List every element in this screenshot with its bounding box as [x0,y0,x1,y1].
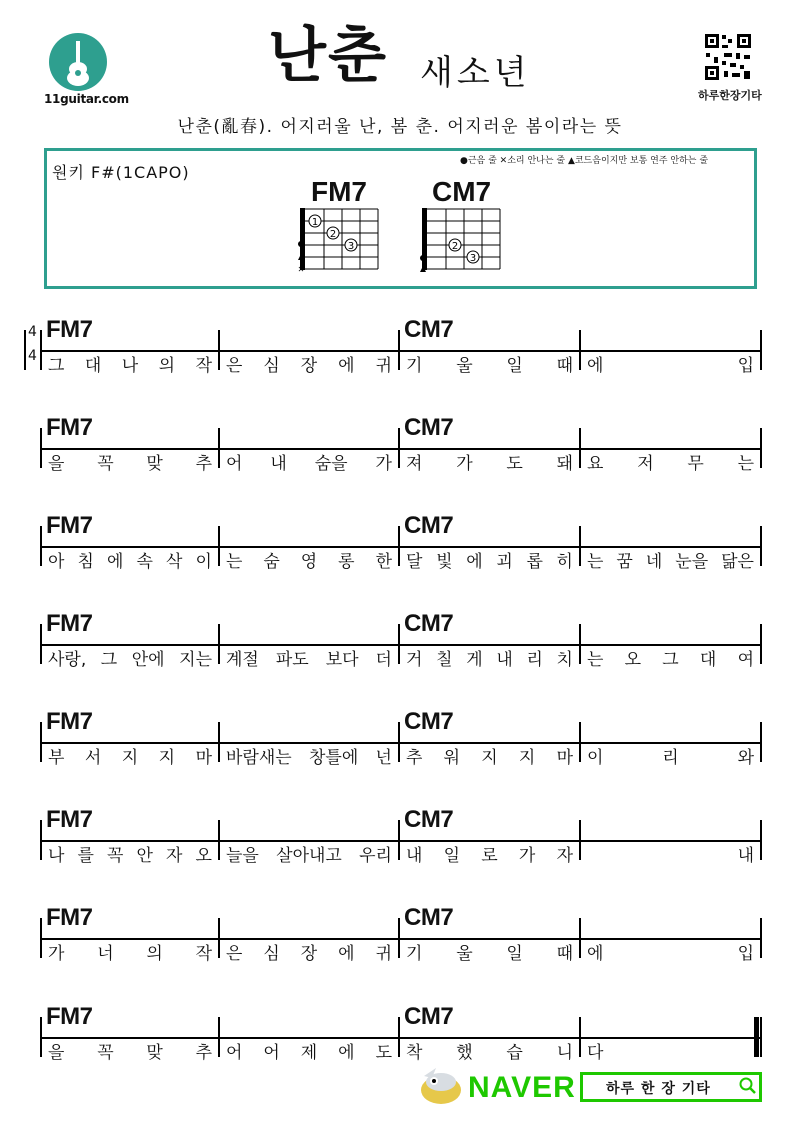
lyric-syllable: 맞 [146,453,163,474]
lyric-syllable: 숨을 [314,453,348,474]
lyric-syllable: 바람새는 [226,747,292,768]
lyric-syllable: 부 [48,747,65,768]
cm7-chord-diagram [418,206,504,274]
lyric-syllable: 대 [699,649,717,670]
chord-symbol: FM7 [46,1003,93,1030]
lyric-syllable: 기 [406,355,423,376]
lyric-syllable: 은 [226,943,243,964]
chord-symbol: CM7 [404,1003,454,1030]
lyric-syllable: 지 [518,747,536,768]
lyric-measure [581,352,760,374]
chord-symbol: FM7 [46,610,93,637]
lyric-syllable: 파도 [275,649,309,670]
lyric-syllable: 일 [443,845,461,866]
lyric-syllable: 대 [84,355,102,376]
lyric-syllable: 심 [263,355,280,376]
lyric-syllable: 을 [48,453,65,474]
chord-symbol: FM7 [46,904,93,931]
lyric-syllable: 을 [48,1042,65,1063]
lyric-syllable: 가 [48,943,65,964]
lyric-syllable: 내 [270,453,287,474]
lyric-syllable: 의 [146,943,163,964]
lyric-syllable: 돼 [556,453,573,474]
lyric-syllable: 맞 [146,1042,163,1063]
lyric-syllable: 보다 [325,649,359,670]
lyric-syllable: 져 [406,453,423,474]
lyric-syllable: 게 [466,649,483,670]
lyric-syllable: 안에 [131,649,165,670]
lyric-syllable: 속 [136,551,153,572]
lyric-syllable: 도 [506,453,523,474]
lyric-measure [42,646,218,668]
lyric-measure [400,842,579,864]
lyric-syllable: 입 [737,355,754,376]
lyric-syllable: 입 [737,943,754,964]
lyric-syllable: 나 [48,845,65,866]
lyric-syllable: 내 [737,845,754,866]
svg-text:1: 1 [311,217,319,228]
lyric-syllable: 침 [77,551,94,572]
song-title: 난춘 [268,21,388,91]
lyric-syllable: 한 [375,551,392,572]
lyric-syllable: 롱 [338,551,355,572]
lyric-syllable: 지는 [179,649,212,670]
artist-name: 새소년 [420,53,531,93]
lyric-syllable: 추 [195,1042,212,1063]
lyric-measure [400,450,579,472]
lyric-syllable: 워 [443,747,461,768]
chord-symbol: CM7 [404,414,454,441]
lyric-measure [581,548,760,570]
svg-text:2: 2 [451,241,459,252]
lyric-syllable: 칠 [436,649,453,670]
bar-line [760,526,762,566]
lyric-syllable: 닮은 [721,551,754,572]
chord-symbol: CM7 [404,904,454,931]
svg-text:2: 2 [329,229,337,240]
svg-text:3: 3 [347,241,355,252]
lyric-measure [42,450,218,472]
lyric-measure [220,450,398,472]
chord-symbol: FM7 [46,708,93,735]
lyric-syllable: 저 [637,453,654,474]
lyric-syllable: 때 [556,355,573,376]
logo-guitar-icon [49,33,107,91]
lyric-syllable: 지 [121,747,139,768]
svg-text:✕: ✕ [297,265,305,274]
lyric-measure [42,744,218,766]
lyric-syllable: 창틀에 [308,747,359,768]
lyric-syllable: 에 [587,943,604,964]
bar-line [760,428,762,468]
lyric-syllable: 는 [226,551,243,572]
lyric-measure [581,646,760,668]
lyric-syllable: 거 [406,649,423,670]
lyric-syllable: 이 [587,747,604,768]
lyric-syllable: 추 [406,747,423,768]
lyric-syllable: 여 [737,649,754,670]
lyric-syllable: 가 [375,453,392,474]
lyric-syllable: 는 [587,649,604,670]
lyric-syllable: 꼭 [107,845,124,866]
lyric-measure [42,842,218,864]
bar-line [760,722,762,762]
chord-symbol: FM7 [46,806,93,833]
lyric-syllable: 에 [587,355,604,376]
lyric-syllable: 꿈 [616,551,633,572]
lyric-syllable: 장 [300,355,318,376]
lyric-measure [220,1039,398,1061]
lyric-syllable: 넌 [375,747,392,768]
lyric-syllable: 사랑, [48,649,87,670]
lyric-syllable: 했 [456,1042,473,1063]
lyric-syllable: 심 [263,943,280,964]
lyric-syllable: 아 [48,551,65,572]
search-icon[interactable] [738,1076,758,1096]
lyric-syllable: 제 [300,1042,318,1063]
fm7-chord-diagram [296,206,382,274]
lyric-syllable: 와 [737,747,754,768]
lyric-measure [581,940,760,962]
chord-symbol: FM7 [46,414,93,441]
lyric-syllable: 를 [77,845,94,866]
chord-symbol: CM7 [404,610,454,637]
lyric-syllable: 눈을 [675,551,709,572]
lyric-syllable: 일 [506,943,523,964]
lyric-syllable: 울 [456,943,473,964]
bar-line [24,330,26,370]
lyric-syllable: 우리 [359,845,392,866]
lyric-syllable: 는 [737,453,754,474]
lyric-syllable: 자 [556,845,573,866]
lyric-measure [400,744,579,766]
qr-code-icon[interactable] [704,33,752,81]
lyric-measure [220,842,398,864]
bar-line [760,1017,762,1057]
lyric-syllable: 안 [136,845,153,866]
naver-logo-text: NAVER [468,1071,576,1104]
lyric-syllable: 내 [496,649,513,670]
lyric-syllable: 에 [338,943,355,964]
naver-mascot-icon [416,1064,466,1106]
lyric-syllable: 다 [587,1042,604,1063]
lyric-syllable: 귀 [375,355,392,376]
lyric-syllable: 의 [158,355,176,376]
lyric-measure [400,940,579,962]
lyric-syllable: 달 [406,551,423,572]
lyric-syllable: 에 [338,355,355,376]
bar-line [760,918,762,958]
lyric-syllable: 네 [645,551,663,572]
lyric-syllable: 지 [481,747,498,768]
lyric-measure [220,352,398,374]
lyric-syllable: 더 [375,649,392,670]
lyric-syllable: 꼭 [97,453,114,474]
lyric-measure [400,646,579,668]
lyric-measure [581,744,760,766]
chord-symbol: FM7 [46,512,93,539]
legend: ●근음 줄 ✕소리 안나는 줄 ▲코드음이지만 보통 연주 안하는 줄 [460,156,709,166]
lyric-syllable: 니 [556,1042,573,1063]
lyric-syllable: 습 [506,1042,523,1063]
chord-symbol: CM7 [404,806,454,833]
lyric-syllable: 살아내고 [276,845,342,866]
lyric-syllable: 어 [263,1042,280,1063]
lyric-syllable: 어 [226,1042,243,1063]
lyric-syllable: 지 [158,747,176,768]
lyric-syllable: 자 [166,845,183,866]
lyric-syllable: 추 [195,453,212,474]
lyric-syllable: 이 [195,551,212,572]
lyric-measure [220,548,398,570]
lyric-syllable: 작 [195,355,212,376]
lyric-syllable: 가 [518,845,536,866]
chord-diagram-name: FM7 [311,176,367,207]
lyric-syllable: 작 [195,943,212,964]
lyric-syllable: 요 [587,453,604,474]
lyric-measure [220,646,398,668]
lyric-syllable: 오 [624,649,642,670]
lyric-syllable: 는 [587,551,604,572]
lyric-syllable: 마 [556,747,573,768]
logo-text: 11guitar.com [44,92,129,106]
lyric-syllable: 그 [662,649,679,670]
lyric-syllable: 너 [97,943,114,964]
lyric-measure [581,450,760,472]
lyric-syllable: 리 [662,747,679,768]
lyric-syllable: 늘을 [226,845,259,866]
song-subtitle: 난춘(亂春). 어지러울 난, 봄 춘. 어지러운 봄이라는 뜻 [177,117,623,137]
lyric-syllable: 영 [300,551,318,572]
lyric-syllable: 때 [556,943,573,964]
search-box-text: 하루 한 장 기타 [606,1081,711,1097]
lyric-measure [42,548,218,570]
lyric-syllable: 마 [195,747,212,768]
lyric-syllable: 오 [195,845,212,866]
lyric-syllable: 빛 [436,551,453,572]
lyric-syllable: 꼭 [97,1042,114,1063]
lyric-measure [581,842,760,864]
qr-label: 하루한장기타 [698,89,762,102]
lyric-syllable: 도 [375,1042,392,1063]
lyric-syllable: 히 [556,551,573,572]
bar-line [760,820,762,860]
lyric-syllable: 로 [481,845,498,866]
lyric-measure [42,1039,218,1061]
lyric-syllable: 치 [556,649,573,670]
lyric-syllable: 무 [687,453,704,474]
lyric-syllable: 롭 [526,551,543,572]
time-signature-top: 4 [28,324,37,340]
lyric-syllable: 계절 [226,649,259,670]
lyric-measure [42,352,218,374]
lyric-measure [220,744,398,766]
lyric-measure [220,940,398,962]
time-signature-bottom: 4 [28,348,37,364]
lyric-syllable: 에 [466,551,483,572]
lyric-syllable: 귀 [375,943,392,964]
svg-text:3: 3 [469,253,477,264]
lyric-syllable: 착 [406,1042,423,1063]
chord-symbol: CM7 [404,708,454,735]
bar-line [760,624,762,664]
lyric-syllable: 일 [506,355,523,376]
chord-symbol: CM7 [404,512,454,539]
lyric-syllable: 리 [526,649,543,670]
lyric-syllable: 에 [338,1042,355,1063]
lyric-syllable: 기 [406,943,423,964]
lyric-measure [42,940,218,962]
lyric-measure [400,1039,579,1061]
lyric-measure [581,1039,760,1061]
key-label: 원키 F#(1CAPO) [52,163,190,182]
lyric-syllable: 그 [48,355,65,376]
lyric-syllable: 가 [456,453,473,474]
lyric-syllable: 그 [100,649,118,670]
lyric-syllable: 장 [300,943,318,964]
chord-symbol: CM7 [404,316,454,343]
lyric-measure [400,548,579,570]
lyric-syllable: 서 [84,747,102,768]
lyric-syllable: 어 [226,453,243,474]
lyric-syllable: 나 [121,355,139,376]
lyric-measure [400,352,579,374]
lyric-syllable: 괴 [496,551,513,572]
lyric-syllable: 삭 [166,551,183,572]
lyric-syllable: 에 [107,551,124,572]
bar-line [760,330,762,370]
lyric-syllable: 숨 [263,551,280,572]
lyric-syllable: 울 [456,355,473,376]
chord-symbol: FM7 [46,316,93,343]
lyric-syllable: 내 [406,845,423,866]
lyric-syllable: 은 [226,355,243,376]
chord-diagram-name: CM7 [432,176,492,207]
